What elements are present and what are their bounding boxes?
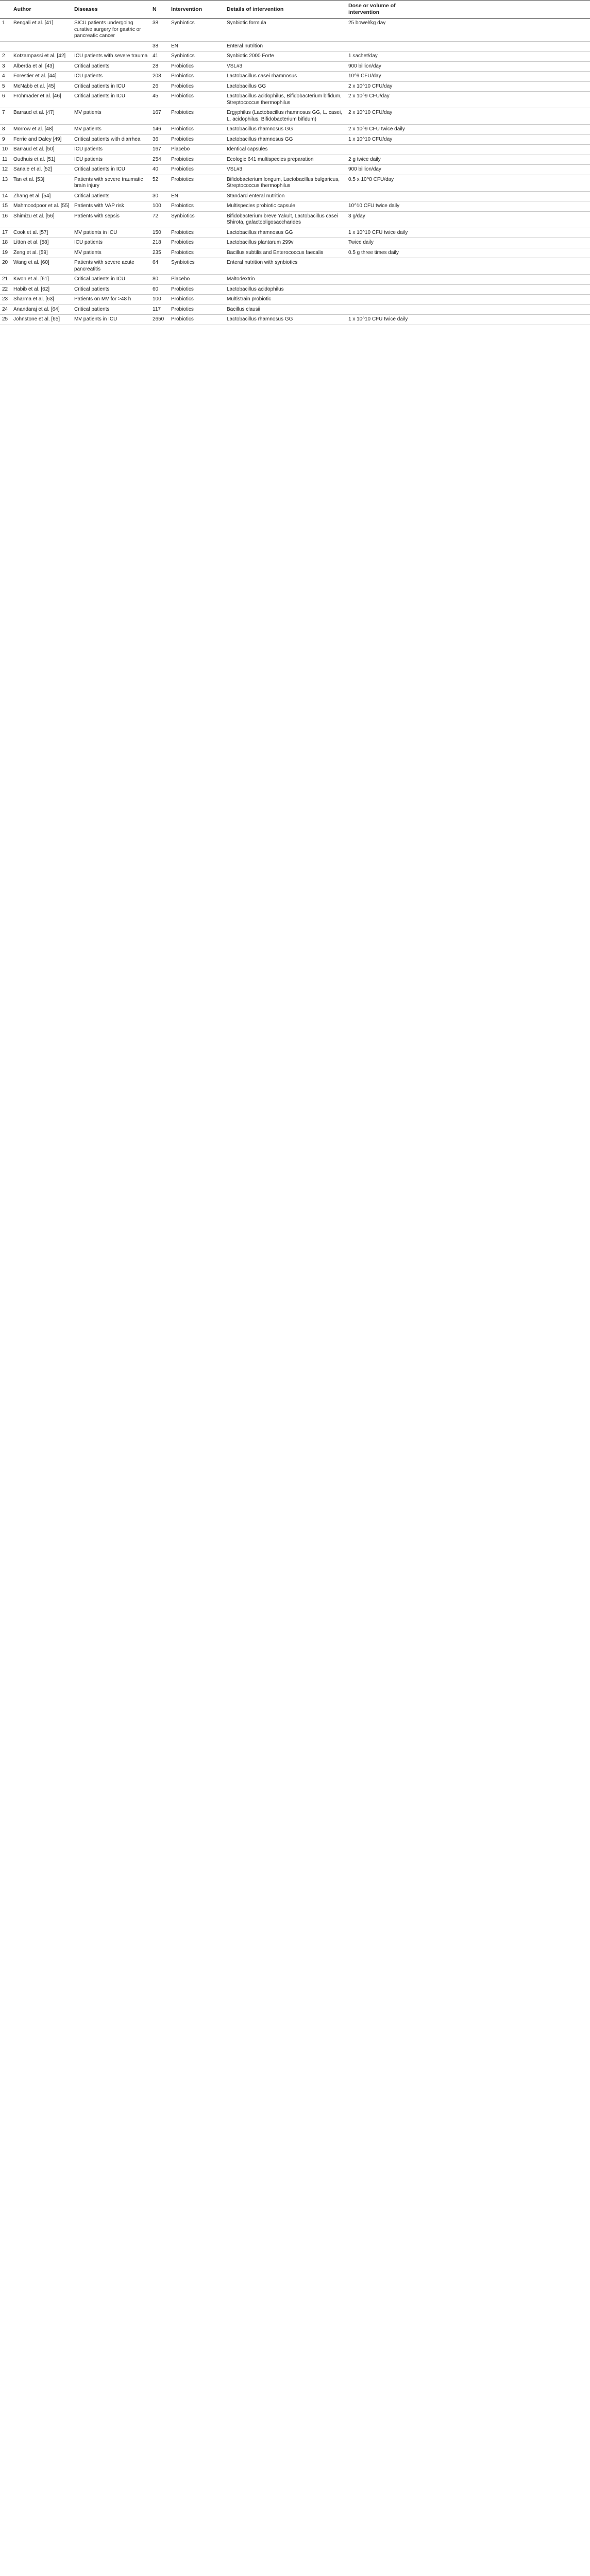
table-row — [0, 258, 590, 275]
table-row — [0, 284, 590, 295]
cell-n: 28 — [150, 61, 169, 72]
cell-number: 21 — [0, 275, 11, 285]
cell-number: 6 — [0, 92, 11, 108]
cell-number: 20 — [0, 258, 11, 275]
cell-diseases: MV patients — [72, 108, 150, 125]
cell-dose: 2 x 10^10 CFU/day — [346, 81, 418, 92]
cell-diseases: Critical patients in ICU — [72, 92, 150, 108]
cell-diseases: MV patients in ICU — [72, 228, 150, 238]
cell-diseases: Critical patients in ICU — [72, 275, 150, 285]
cell-n: 117 — [150, 304, 169, 315]
cell-number: 8 — [0, 125, 11, 135]
cell-author: Forestier et al. [44] — [11, 72, 72, 82]
cell-intervention: Synbiotics — [169, 52, 225, 62]
cell-extra — [418, 92, 590, 108]
cell-diseases: Critical patients in ICU — [72, 165, 150, 175]
cell-dose: 10^9 CFU/day — [346, 72, 418, 82]
cell-dose — [346, 295, 418, 305]
cell-number: 11 — [0, 155, 11, 165]
cell-diseases: MV patients — [72, 248, 150, 258]
cell-dose: 1 x 10^10 CFU twice daily — [346, 315, 418, 325]
cell-extra — [418, 155, 590, 165]
cell-number: 25 — [0, 315, 11, 325]
cell-n: 41 — [150, 52, 169, 62]
cell-diseases: Patients with severe acute pancreatitis — [72, 258, 150, 275]
cell-n: 38 — [150, 19, 169, 42]
cell-intervention: Probiotics — [169, 61, 225, 72]
cell-diseases: Critical patients — [72, 304, 150, 315]
table-row — [0, 61, 590, 72]
cell-diseases: ICU patients — [72, 72, 150, 82]
cell-n: 150 — [150, 228, 169, 238]
cell-intervention: Probiotics — [169, 134, 225, 145]
cell-author: Litton et al. [58] — [11, 238, 72, 248]
cell-details: Ecologic 641 multispecies preparation — [225, 155, 346, 165]
cell-details: Lactobacillus GG — [225, 81, 346, 92]
cell-extra — [418, 165, 590, 175]
header-extra — [418, 1, 590, 19]
cell-dose: 25 bowel/kg day — [346, 19, 418, 42]
cell-intervention: Probiotics — [169, 165, 225, 175]
cell-author: Wang et al. [60] — [11, 258, 72, 275]
cell-details: Bifidobacterium longum, Lactobacillus bulgaricus, Streptococcus thermophilus — [225, 175, 346, 191]
cell-author: Bengali et al. [41] — [11, 19, 72, 42]
cell-n: 64 — [150, 258, 169, 275]
table-row — [0, 315, 590, 325]
cell-author: Ferrie and Daley [49] — [11, 134, 72, 145]
cell-details: Maltodextrin — [225, 275, 346, 285]
cell-diseases: Critical patients with diarrhea — [72, 134, 150, 145]
cell-intervention: Synbiotics — [169, 258, 225, 275]
table-row — [0, 228, 590, 238]
table-row — [0, 165, 590, 175]
cell-dose: 900 billion/day — [346, 165, 418, 175]
cell-diseases: Critical patients — [72, 191, 150, 201]
cell-dose: 0.5 x 10^8 CFU/day — [346, 175, 418, 191]
cell-details: Enteral nutrition — [225, 41, 346, 52]
cell-intervention: Probiotics — [169, 72, 225, 82]
cell-intervention: Probiotics — [169, 248, 225, 258]
cell-intervention: Probiotics — [169, 175, 225, 191]
cell-n: 146 — [150, 125, 169, 135]
cell-number: 2 — [0, 52, 11, 62]
cell-extra — [418, 304, 590, 315]
cell-extra — [418, 275, 590, 285]
cell-details: Lactobacillus rhamnosus GG — [225, 315, 346, 325]
table-row — [0, 145, 590, 155]
cell-dose: 2 x 10^9 CFU twice daily — [346, 125, 418, 135]
cell-dose: 3 g/day — [346, 211, 418, 228]
cell-extra — [418, 145, 590, 155]
cell-dose — [346, 41, 418, 52]
cell-intervention: Probiotics — [169, 81, 225, 92]
table-row — [0, 304, 590, 315]
cell-details: Lactobacillus casei rhamnosus — [225, 72, 346, 82]
cell-number: 24 — [0, 304, 11, 315]
table-row — [0, 19, 590, 42]
cell-n: 72 — [150, 211, 169, 228]
cell-number: 16 — [0, 211, 11, 228]
cell-dose: 1 x 10^10 CFU/day — [346, 134, 418, 145]
cell-n: 36 — [150, 134, 169, 145]
cell-n: 60 — [150, 284, 169, 295]
cell-extra — [418, 19, 590, 42]
table-row — [0, 72, 590, 82]
cell-extra — [418, 201, 590, 212]
table-row — [0, 92, 590, 108]
cell-intervention: Placebo — [169, 275, 225, 285]
cell-n: 26 — [150, 81, 169, 92]
cell-dose — [346, 284, 418, 295]
cell-details: Synbiotic formula — [225, 19, 346, 42]
cell-intervention: EN — [169, 191, 225, 201]
cell-number: 18 — [0, 238, 11, 248]
header-n: N — [150, 1, 169, 19]
cell-number: 9 — [0, 134, 11, 145]
cell-extra — [418, 61, 590, 72]
cell-diseases: ICU patients — [72, 145, 150, 155]
cell-details: Lactobacillus acidophilus, Bifidobacterium bifidum, Streptococcus thermophilus — [225, 92, 346, 108]
cell-dose — [346, 191, 418, 201]
cell-number: 10 — [0, 145, 11, 155]
cell-author: Mahmoodpoor et al. [55] — [11, 201, 72, 212]
cell-author: Alberda et al. [43] — [11, 61, 72, 72]
table-row — [0, 201, 590, 212]
table-row — [0, 238, 590, 248]
cell-author: Habib et al. [62] — [11, 284, 72, 295]
header-author: Author — [11, 1, 72, 19]
cell-extra — [418, 315, 590, 325]
cell-dose: 2 x 10^9 CFU/day — [346, 92, 418, 108]
cell-n: 208 — [150, 72, 169, 82]
cell-details: VSL#3 — [225, 61, 346, 72]
cell-extra — [418, 125, 590, 135]
cell-n: 100 — [150, 295, 169, 305]
header-diseases: Diseases — [72, 1, 150, 19]
cell-number: 12 — [0, 165, 11, 175]
table-row — [0, 52, 590, 62]
cell-extra — [418, 191, 590, 201]
cell-n: 167 — [150, 108, 169, 125]
cell-extra — [418, 238, 590, 248]
cell-number: 4 — [0, 72, 11, 82]
cell-n: 218 — [150, 238, 169, 248]
cell-extra — [418, 72, 590, 82]
cell-author: Johnstone et al. [65] — [11, 315, 72, 325]
cell-n: 235 — [150, 248, 169, 258]
cell-diseases: Critical patients — [72, 284, 150, 295]
table-row — [0, 81, 590, 92]
cell-details: Ergyphilus (Lactobacillus rhamnosus GG, L. casei, L. acidophilus, Bifidobacterium bifidum) — [225, 108, 346, 125]
cell-details: Synbiotic 2000 Forte — [225, 52, 346, 62]
cell-details: Lactobacillus acidophilus — [225, 284, 346, 295]
cell-diseases: SICU patients undergoing curative surgery for gastric or pancreatic cancer — [72, 19, 150, 42]
cell-author: Barraud et al. [47] — [11, 108, 72, 125]
cell-extra — [418, 108, 590, 125]
cell-n: 30 — [150, 191, 169, 201]
cell-intervention: Placebo — [169, 145, 225, 155]
cell-extra — [418, 41, 590, 52]
cell-intervention: Probiotics — [169, 238, 225, 248]
cell-extra — [418, 211, 590, 228]
table-row — [0, 41, 590, 52]
cell-intervention: Probiotics — [169, 201, 225, 212]
cell-author — [11, 41, 72, 52]
cell-number — [0, 41, 11, 52]
cell-diseases — [72, 41, 150, 52]
cell-number: 23 — [0, 295, 11, 305]
cell-dose: 2 g twice daily — [346, 155, 418, 165]
table-row — [0, 108, 590, 125]
table-row — [0, 155, 590, 165]
cell-details: Bacillus clausii — [225, 304, 346, 315]
cell-details: Lactobacillus plantarum 299v — [225, 238, 346, 248]
table-row — [0, 211, 590, 228]
cell-diseases: Patients with sepsis — [72, 211, 150, 228]
cell-diseases: Patients with severe traumatic brain injury — [72, 175, 150, 191]
cell-dose — [346, 258, 418, 275]
cell-extra — [418, 134, 590, 145]
cell-diseases: Critical patients — [72, 61, 150, 72]
cell-intervention: Probiotics — [169, 155, 225, 165]
cell-n: 45 — [150, 92, 169, 108]
cell-intervention: Probiotics — [169, 108, 225, 125]
table-row — [0, 175, 590, 191]
cell-author: Kotzampassi et al. [42] — [11, 52, 72, 62]
cell-number: 22 — [0, 284, 11, 295]
cell-details: Multistrain probiotic — [225, 295, 346, 305]
cell-extra — [418, 81, 590, 92]
table-row — [0, 295, 590, 305]
cell-dose — [346, 304, 418, 315]
header-intervention: Intervention — [169, 1, 225, 19]
cell-author: Kwon et al. [61] — [11, 275, 72, 285]
cell-diseases: Critical patients in ICU — [72, 81, 150, 92]
cell-author: Zeng et al. [59] — [11, 248, 72, 258]
cell-author: Sanaie et al. [52] — [11, 165, 72, 175]
cell-diseases: MV patients — [72, 125, 150, 135]
cell-diseases: Patients on MV for >48 h — [72, 295, 150, 305]
cell-diseases: ICU patients with severe trauma — [72, 52, 150, 62]
cell-extra — [418, 175, 590, 191]
cell-intervention: Probiotics — [169, 304, 225, 315]
cell-details: Enteral nutrition with synbiotics — [225, 258, 346, 275]
cell-n: 80 — [150, 275, 169, 285]
cell-extra — [418, 258, 590, 275]
cell-intervention: Probiotics — [169, 284, 225, 295]
header-details: Details of intervention — [225, 1, 346, 19]
cell-extra — [418, 284, 590, 295]
cell-intervention: EN — [169, 41, 225, 52]
cell-dose — [346, 275, 418, 285]
cell-extra — [418, 248, 590, 258]
cell-author: Zhang et al. [54] — [11, 191, 72, 201]
cell-dose: 900 billion/day — [346, 61, 418, 72]
cell-diseases: MV patients in ICU — [72, 315, 150, 325]
header-dose: Dose or volume of intervention — [346, 1, 418, 19]
cell-author: Morrow et al. [48] — [11, 125, 72, 135]
cell-intervention: Probiotics — [169, 125, 225, 135]
cell-n: 2650 — [150, 315, 169, 325]
cell-intervention: Synbiotics — [169, 19, 225, 42]
cell-details: Lactobacillus rhamnosus GG — [225, 134, 346, 145]
table-row — [0, 134, 590, 145]
cell-number: 3 — [0, 61, 11, 72]
table-row — [0, 125, 590, 135]
cell-author: Sharma et al. [63] — [11, 295, 72, 305]
cell-extra — [418, 52, 590, 62]
cell-details: Bacillus subtilis and Enterococcus faecalis — [225, 248, 346, 258]
cell-details: Lactobacillus rhamnosus GG — [225, 125, 346, 135]
cell-number: 17 — [0, 228, 11, 238]
cell-dose: 10^10 CFU twice daily — [346, 201, 418, 212]
cell-author: Anandaraj et al. [64] — [11, 304, 72, 315]
cell-details: Bifidobacterium breve Yakult, Lactobacillus casei Shirota, galactooligosaccharides — [225, 211, 346, 228]
cell-intervention: Synbiotics — [169, 211, 225, 228]
cell-diseases: ICU patients — [72, 238, 150, 248]
studies-table — [0, 0, 590, 325]
cell-number: 5 — [0, 81, 11, 92]
cell-dose: 0.5 g three times daily — [346, 248, 418, 258]
cell-n: 254 — [150, 155, 169, 165]
cell-details: VSL#3 — [225, 165, 346, 175]
cell-n: 167 — [150, 145, 169, 155]
cell-author: McNabb et al. [45] — [11, 81, 72, 92]
cell-number: 13 — [0, 175, 11, 191]
cell-number: 19 — [0, 248, 11, 258]
cell-diseases: ICU patients — [72, 155, 150, 165]
cell-details: Standard enteral nutrition — [225, 191, 346, 201]
cell-dose: 1 sachet/day — [346, 52, 418, 62]
cell-author: Frohmader et al. [46] — [11, 92, 72, 108]
cell-dose — [346, 145, 418, 155]
cell-author: Tan et al. [53] — [11, 175, 72, 191]
cell-n: 38 — [150, 41, 169, 52]
table-row — [0, 248, 590, 258]
cell-author: Cook et al. [57] — [11, 228, 72, 238]
cell-diseases: Patients with VAP risk — [72, 201, 150, 212]
header-number — [0, 1, 11, 19]
cell-extra — [418, 228, 590, 238]
cell-intervention: Probiotics — [169, 92, 225, 108]
cell-number: 1 — [0, 19, 11, 42]
cell-n: 52 — [150, 175, 169, 191]
cell-details: Identical capsules — [225, 145, 346, 155]
cell-dose: 1 x 10^10 CFU twice daily — [346, 228, 418, 238]
cell-author: Oudhuis et al. [51] — [11, 155, 72, 165]
cell-number: 7 — [0, 108, 11, 125]
cell-author: Shimizu et al. [56] — [11, 211, 72, 228]
table-row — [0, 191, 590, 201]
cell-dose: Twice daily — [346, 238, 418, 248]
cell-n: 40 — [150, 165, 169, 175]
cell-intervention: Probiotics — [169, 228, 225, 238]
cell-extra — [418, 295, 590, 305]
cell-number: 15 — [0, 201, 11, 212]
cell-intervention: Probiotics — [169, 295, 225, 305]
cell-author: Barraud et al. [50] — [11, 145, 72, 155]
cell-dose: 2 x 10^10 CFU/day — [346, 108, 418, 125]
cell-intervention: Probiotics — [169, 315, 225, 325]
table-row — [0, 275, 590, 285]
cell-details: Lactobacillus rhamnosus GG — [225, 228, 346, 238]
cell-details: Multispecies probiotic capsule — [225, 201, 346, 212]
cell-number: 14 — [0, 191, 11, 201]
table-body — [0, 19, 590, 325]
table-header-row — [0, 1, 590, 19]
cell-n: 100 — [150, 201, 169, 212]
